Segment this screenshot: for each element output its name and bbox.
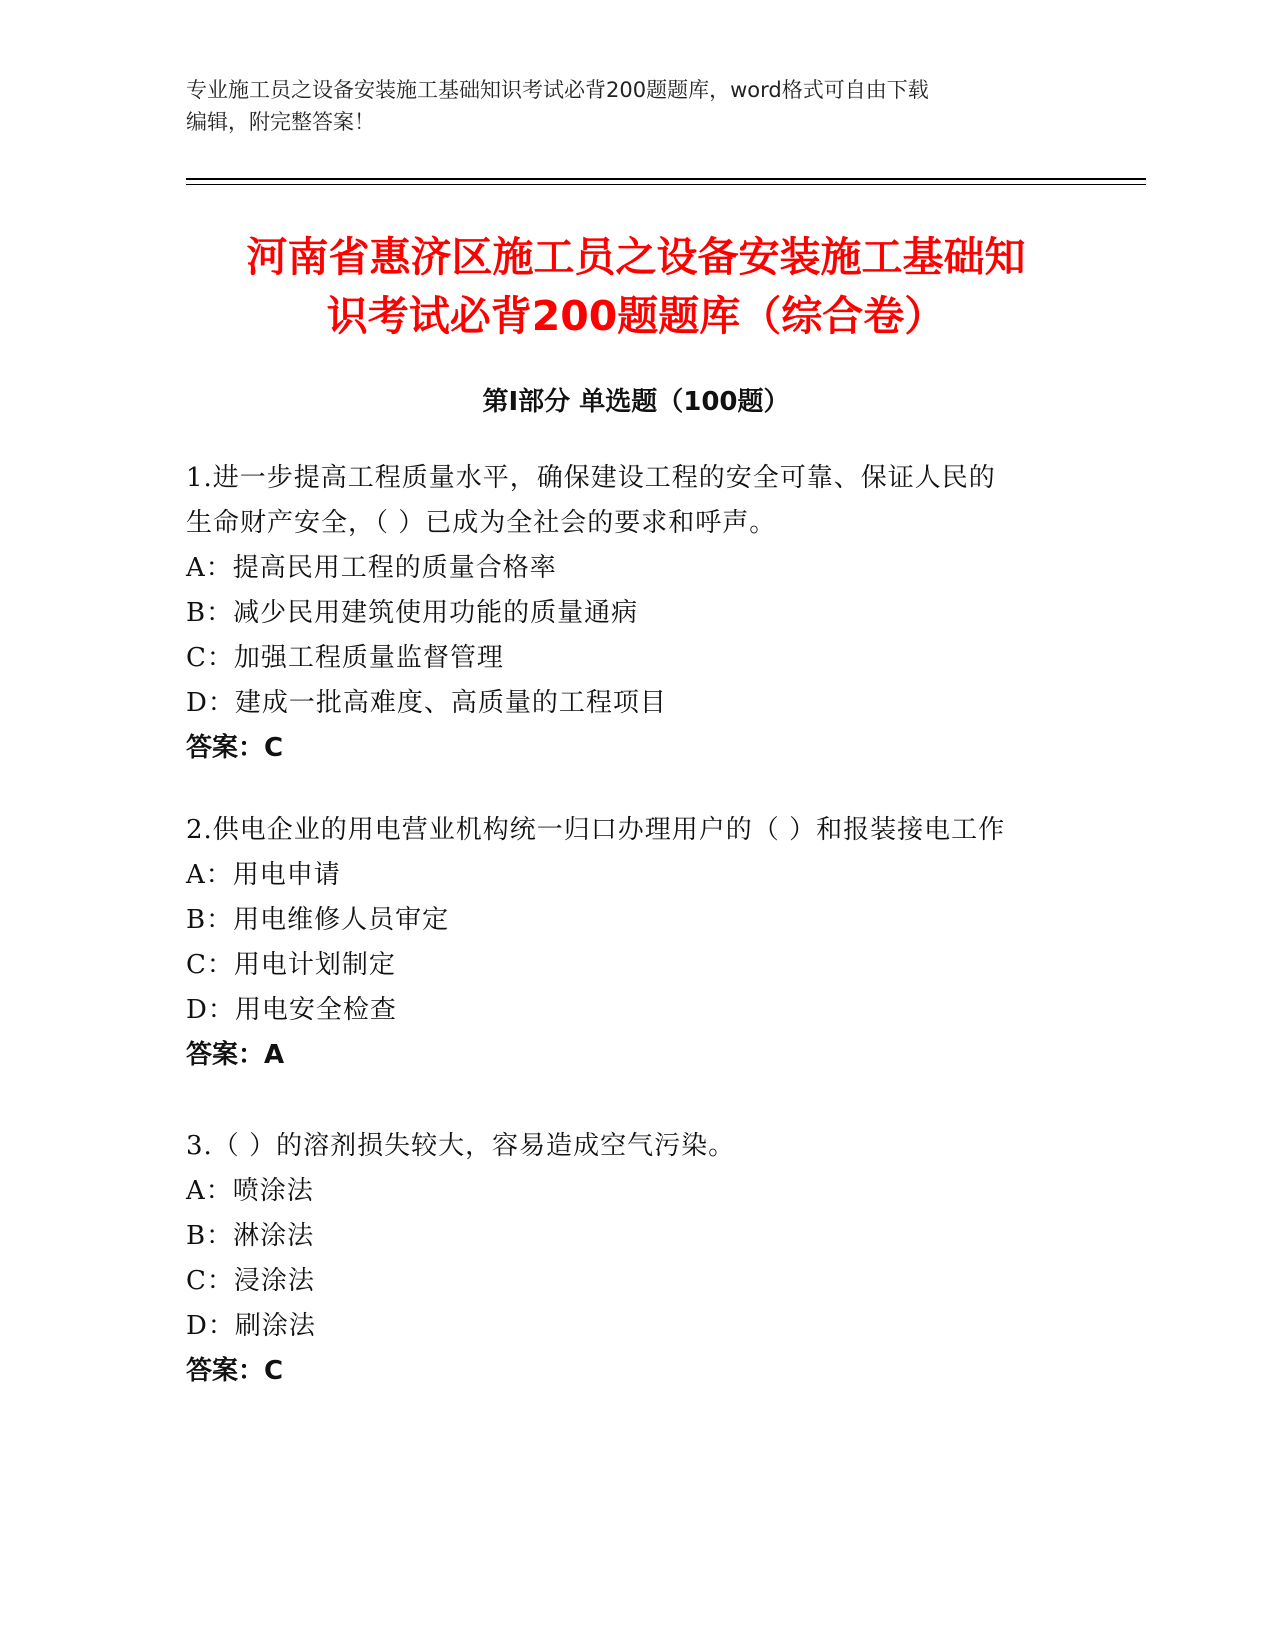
section-title: 第Ⅰ部分 单选题（100题） <box>482 387 790 417</box>
answer: 答案：A <box>186 1040 285 1070</box>
header-note-line1: 专业施工员之设备安装施工基础知识考试必背200题题库，word格式可自由下载 <box>186 78 929 102</box>
question-stem-line1: 2.供电企业的用电营业机构统一归口办理用户的（ ）和报装接电工作 <box>186 815 1006 845</box>
header-note-line2: 编辑，附完整答案！ <box>186 110 375 134</box>
option-d: D：刷涂法 <box>186 1311 316 1341</box>
question-stem-line2: 生命财产安全，（ ）已成为全社会的要求和呼声。 <box>186 508 777 538</box>
question-stem-line1: 3.（ ）的溶剂损失较大，容易造成空气污染。 <box>186 1131 736 1161</box>
header-divider-thick <box>186 178 1146 180</box>
answer: 答案：C <box>186 1356 284 1386</box>
option-a: A：提高民用工程的质量合格率 <box>186 553 557 583</box>
option-b: B：用电维修人员审定 <box>186 905 450 935</box>
question-1 <box>186 456 1106 771</box>
option-c: C：用电计划制定 <box>186 950 396 980</box>
question-2 <box>186 808 1106 1078</box>
document-title <box>186 228 1086 346</box>
option-b: B：淋涂法 <box>186 1221 315 1251</box>
question-3 <box>186 1124 1106 1394</box>
question-stem-line1: 1.进一步提高工程质量水平，确保建设工程的安全可靠、保证人民的 <box>186 463 996 493</box>
header-note <box>186 74 1086 138</box>
option-c: C：浸涂法 <box>186 1266 315 1296</box>
option-c: C：加强工程质量监督管理 <box>186 643 504 673</box>
option-a: A：喷涂法 <box>186 1176 314 1206</box>
document-title-line2: 识考试必背200题题库（综合卷） <box>326 292 946 340</box>
option-b: B：减少民用建筑使用功能的质量通病 <box>186 598 639 628</box>
answer: 答案：C <box>186 733 284 763</box>
option-d: D：用电安全检查 <box>186 995 397 1025</box>
option-d: D：建成一批高难度、高质量的工程项目 <box>186 688 667 718</box>
option-a: A：用电申请 <box>186 860 341 890</box>
header-divider-thin <box>186 184 1146 185</box>
document-title-line1: 河南省惠济区施工员之设备安装施工基础知 <box>246 233 1026 281</box>
